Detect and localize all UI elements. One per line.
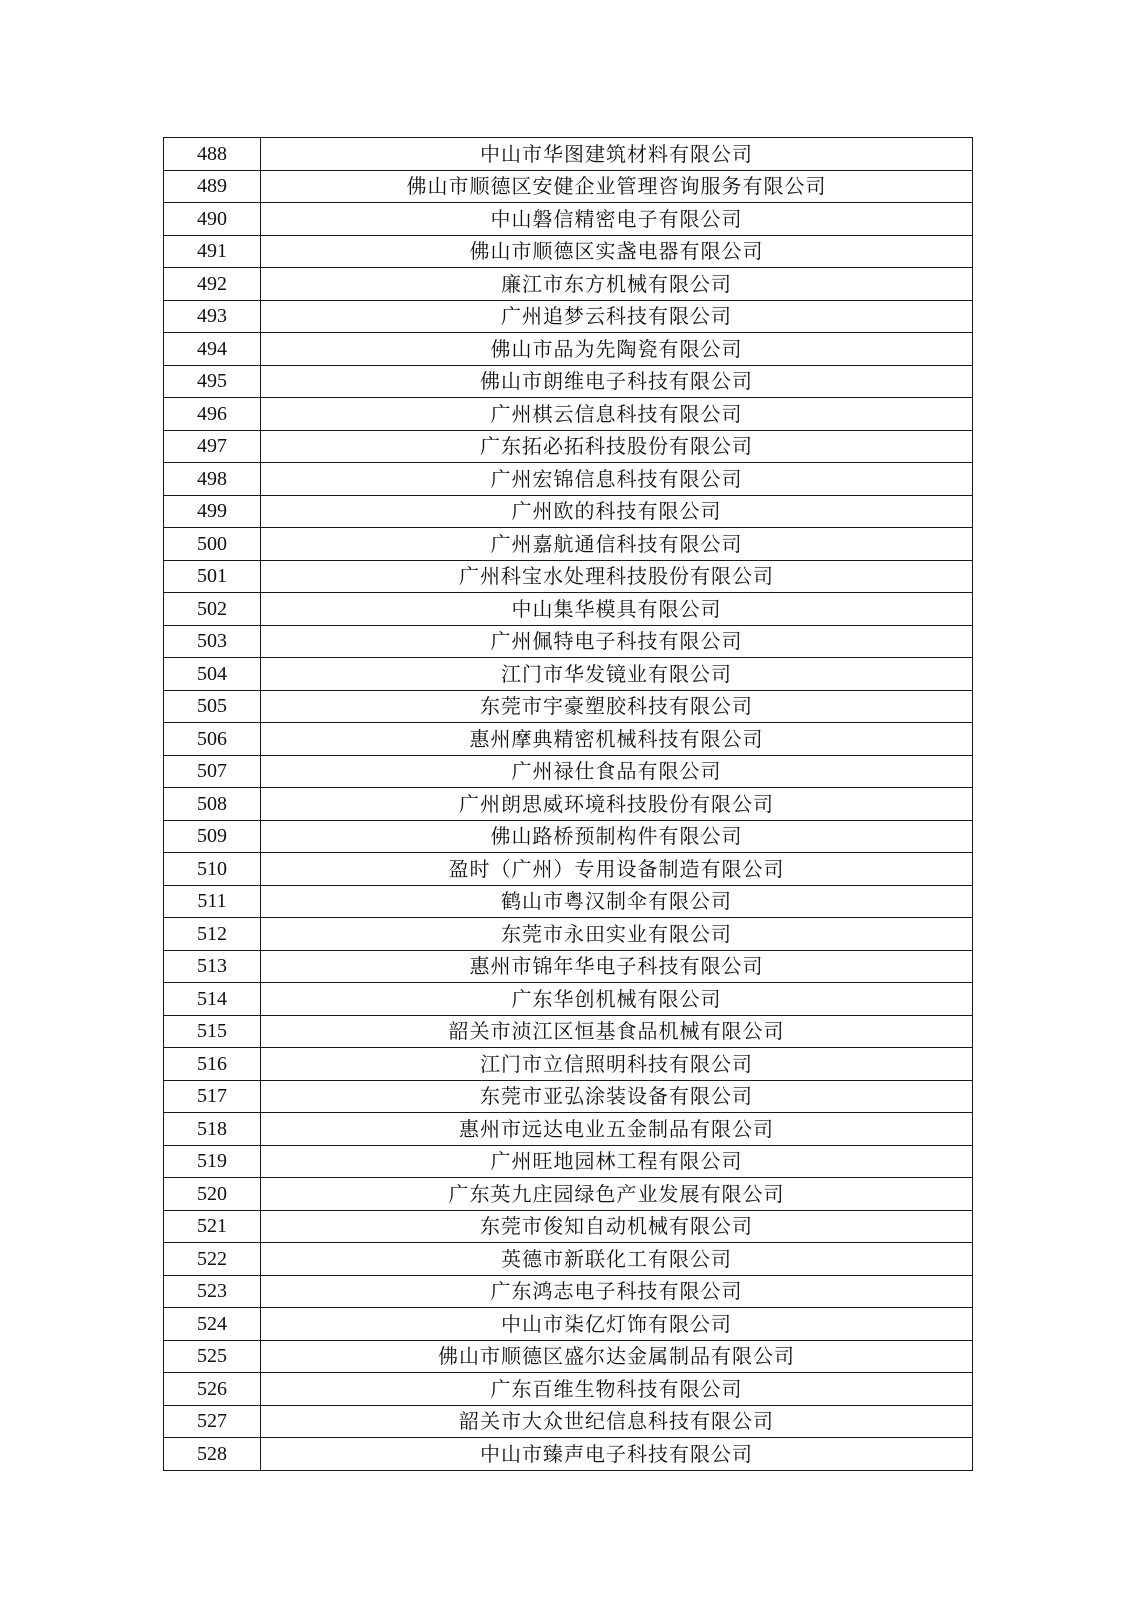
row-number: 519 bbox=[164, 1145, 261, 1178]
table-row bbox=[164, 463, 973, 496]
row-number: 494 bbox=[164, 333, 261, 366]
table-row bbox=[164, 1308, 973, 1341]
row-number: 508 bbox=[164, 788, 261, 821]
row-number: 528 bbox=[164, 1438, 261, 1471]
company-name: 广州科宝水处理科技股份有限公司 bbox=[261, 560, 973, 593]
row-number: 522 bbox=[164, 1243, 261, 1276]
company-name: 英德市新联化工有限公司 bbox=[261, 1243, 973, 1276]
company-name: 中山市华图建筑材料有限公司 bbox=[261, 138, 973, 171]
table-row bbox=[164, 853, 973, 886]
company-name: 东莞市宇豪塑胶科技有限公司 bbox=[261, 690, 973, 723]
table-row bbox=[164, 495, 973, 528]
row-number: 495 bbox=[164, 365, 261, 398]
company-name: 盈时（广州）专用设备制造有限公司 bbox=[261, 853, 973, 886]
table-row bbox=[164, 1015, 973, 1048]
table-row bbox=[164, 1145, 973, 1178]
table-row bbox=[164, 1178, 973, 1211]
table-row bbox=[164, 203, 973, 236]
company-name: 广东英九庄园绿色产业发展有限公司 bbox=[261, 1178, 973, 1211]
table-row bbox=[164, 1438, 973, 1471]
table-row bbox=[164, 268, 973, 301]
company-name: 广东华创机械有限公司 bbox=[261, 983, 973, 1016]
row-number: 520 bbox=[164, 1178, 261, 1211]
row-number: 513 bbox=[164, 950, 261, 983]
company-name: 佛山路桥预制构件有限公司 bbox=[261, 820, 973, 853]
company-name: 广州嘉航通信科技有限公司 bbox=[261, 528, 973, 561]
company-name: 广东拓必拓科技股份有限公司 bbox=[261, 430, 973, 463]
row-number: 511 bbox=[164, 885, 261, 918]
row-number: 521 bbox=[164, 1210, 261, 1243]
table-row bbox=[164, 1340, 973, 1373]
row-number: 498 bbox=[164, 463, 261, 496]
table-row bbox=[164, 918, 973, 951]
company-name: 广州棋云信息科技有限公司 bbox=[261, 398, 973, 431]
table-row bbox=[164, 1080, 973, 1113]
row-number: 507 bbox=[164, 755, 261, 788]
row-number: 491 bbox=[164, 235, 261, 268]
table-row bbox=[164, 333, 973, 366]
table-row bbox=[164, 593, 973, 626]
table-row bbox=[164, 950, 973, 983]
company-name: 广州追梦云科技有限公司 bbox=[261, 300, 973, 333]
table-row bbox=[164, 1210, 973, 1243]
company-name: 中山市柒亿灯饰有限公司 bbox=[261, 1308, 973, 1341]
row-number: 512 bbox=[164, 918, 261, 951]
company-name: 韶关市浈江区恒基食品机械有限公司 bbox=[261, 1015, 973, 1048]
row-number: 527 bbox=[164, 1405, 261, 1438]
company-name: 东莞市亚弘涂装设备有限公司 bbox=[261, 1080, 973, 1113]
row-number: 503 bbox=[164, 625, 261, 658]
company-name: 广东鸿志电子科技有限公司 bbox=[261, 1275, 973, 1308]
table-row bbox=[164, 1048, 973, 1081]
table-row bbox=[164, 885, 973, 918]
company-name: 江门市立信照明科技有限公司 bbox=[261, 1048, 973, 1081]
table-row bbox=[164, 170, 973, 203]
row-number: 499 bbox=[164, 495, 261, 528]
company-name: 广州朗思威环境科技股份有限公司 bbox=[261, 788, 973, 821]
row-number: 489 bbox=[164, 170, 261, 203]
company-name: 惠州摩典精密机械科技有限公司 bbox=[261, 723, 973, 756]
row-number: 526 bbox=[164, 1373, 261, 1406]
company-name: 佛山市顺德区盛尔达金属制品有限公司 bbox=[261, 1340, 973, 1373]
company-name: 广州禄仕食品有限公司 bbox=[261, 755, 973, 788]
company-name: 广州旺地园林工程有限公司 bbox=[261, 1145, 973, 1178]
table-row bbox=[164, 755, 973, 788]
row-number: 514 bbox=[164, 983, 261, 1016]
row-number: 488 bbox=[164, 138, 261, 171]
company-list-body bbox=[164, 138, 973, 1471]
table-row bbox=[164, 820, 973, 853]
row-number: 506 bbox=[164, 723, 261, 756]
row-number: 497 bbox=[164, 430, 261, 463]
row-number: 492 bbox=[164, 268, 261, 301]
company-name: 广州佩特电子科技有限公司 bbox=[261, 625, 973, 658]
row-number: 496 bbox=[164, 398, 261, 431]
table-row bbox=[164, 983, 973, 1016]
company-name: 鹤山市粤汉制伞有限公司 bbox=[261, 885, 973, 918]
row-number: 515 bbox=[164, 1015, 261, 1048]
company-name: 佛山市顺德区实盏电器有限公司 bbox=[261, 235, 973, 268]
table-row bbox=[164, 398, 973, 431]
company-name: 佛山市朗维电子科技有限公司 bbox=[261, 365, 973, 398]
row-number: 524 bbox=[164, 1308, 261, 1341]
table-row bbox=[164, 1243, 973, 1276]
company-name: 江门市华发镜业有限公司 bbox=[261, 658, 973, 691]
table-row bbox=[164, 528, 973, 561]
row-number: 525 bbox=[164, 1340, 261, 1373]
row-number: 493 bbox=[164, 300, 261, 333]
row-number: 501 bbox=[164, 560, 261, 593]
company-name: 佛山市品为先陶瓷有限公司 bbox=[261, 333, 973, 366]
row-number: 505 bbox=[164, 690, 261, 723]
table-row bbox=[164, 235, 973, 268]
company-list-table bbox=[163, 137, 973, 1471]
company-name: 东莞市俊知自动机械有限公司 bbox=[261, 1210, 973, 1243]
row-number: 523 bbox=[164, 1275, 261, 1308]
company-name: 中山市臻声电子科技有限公司 bbox=[261, 1438, 973, 1471]
table-row bbox=[164, 1405, 973, 1438]
row-number: 490 bbox=[164, 203, 261, 236]
row-number: 502 bbox=[164, 593, 261, 626]
table-row bbox=[164, 430, 973, 463]
table-row bbox=[164, 690, 973, 723]
company-name: 佛山市顺德区安健企业管理咨询服务有限公司 bbox=[261, 170, 973, 203]
row-number: 504 bbox=[164, 658, 261, 691]
company-name: 韶关市大众世纪信息科技有限公司 bbox=[261, 1405, 973, 1438]
table-row bbox=[164, 560, 973, 593]
table-row bbox=[164, 138, 973, 171]
table-row bbox=[164, 1113, 973, 1146]
table-row bbox=[164, 658, 973, 691]
company-name: 中山集华模具有限公司 bbox=[261, 593, 973, 626]
company-name: 惠州市锦年华电子科技有限公司 bbox=[261, 950, 973, 983]
company-name: 广州宏锦信息科技有限公司 bbox=[261, 463, 973, 496]
table-row bbox=[164, 1373, 973, 1406]
table-row bbox=[164, 788, 973, 821]
table-row bbox=[164, 723, 973, 756]
row-number: 509 bbox=[164, 820, 261, 853]
table-row bbox=[164, 365, 973, 398]
company-name: 惠州市远达电业五金制品有限公司 bbox=[261, 1113, 973, 1146]
company-name: 廉江市东方机械有限公司 bbox=[261, 268, 973, 301]
table-row bbox=[164, 625, 973, 658]
row-number: 500 bbox=[164, 528, 261, 561]
company-name: 广州欧的科技有限公司 bbox=[261, 495, 973, 528]
row-number: 516 bbox=[164, 1048, 261, 1081]
row-number: 518 bbox=[164, 1113, 261, 1146]
company-name: 中山磐信精密电子有限公司 bbox=[261, 203, 973, 236]
company-name: 广东百维生物科技有限公司 bbox=[261, 1373, 973, 1406]
table-row bbox=[164, 1275, 973, 1308]
company-name: 东莞市永田实业有限公司 bbox=[261, 918, 973, 951]
row-number: 510 bbox=[164, 853, 261, 886]
row-number: 517 bbox=[164, 1080, 261, 1113]
table-row bbox=[164, 300, 973, 333]
